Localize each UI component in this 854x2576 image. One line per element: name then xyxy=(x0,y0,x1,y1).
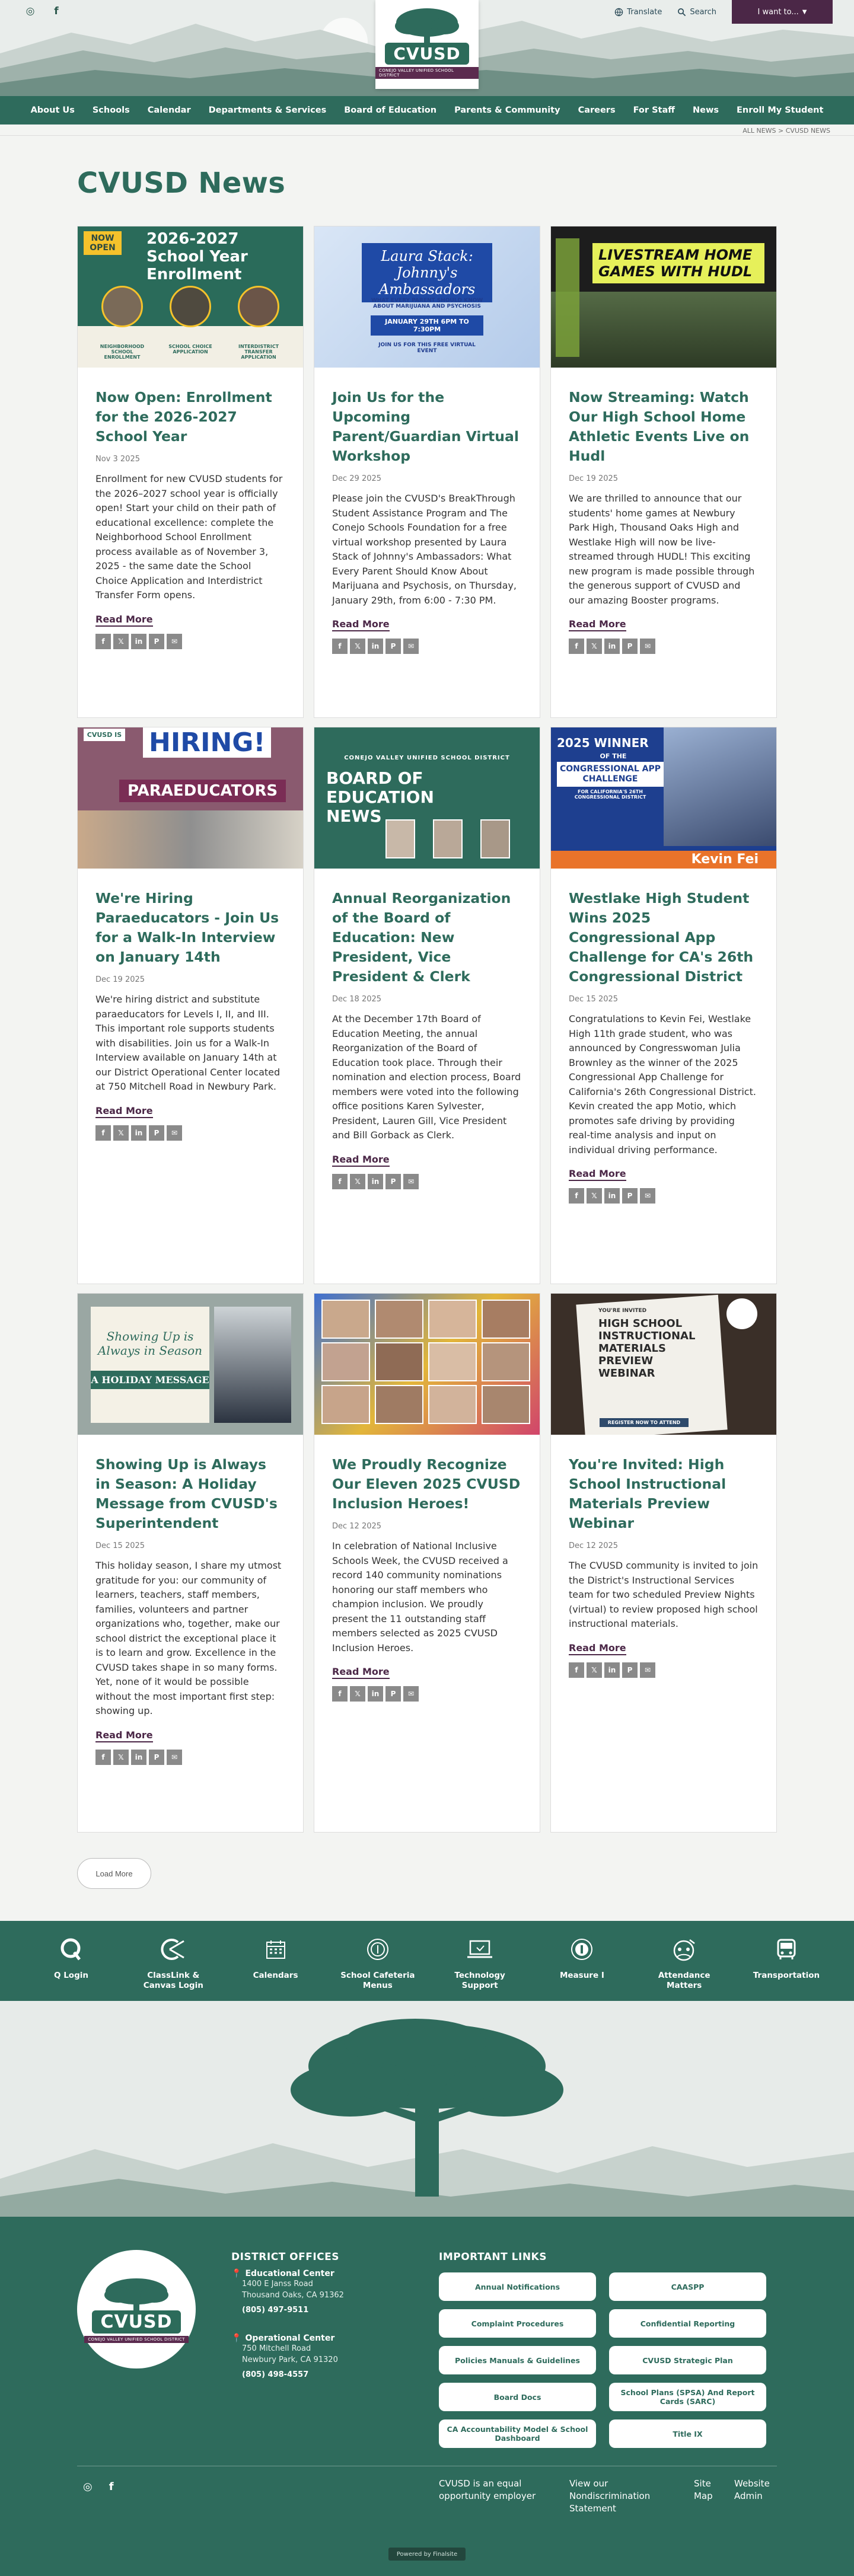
email-share-icon[interactable]: ✉ xyxy=(640,1188,655,1204)
thumb-subtitle: PARAEDUCATORS xyxy=(119,780,286,802)
news-card xyxy=(314,226,540,718)
office-address: 1400 E Janss Road xyxy=(242,2280,313,2288)
link-board-docs[interactable]: Board Docs xyxy=(439,2383,596,2411)
card-summary: At the December 17th Board of Education Meeting, the annual Reorganization of the Board of Education took place. Through their nomination and election process, Board members were voted into the following office positions Karen Sylvester, President, Lauren Gill, Vice President and Bill Gorback as Clerk. xyxy=(332,1013,521,1141)
hero-photo xyxy=(428,1342,477,1381)
site-map-link[interactable] xyxy=(694,2478,734,2515)
card-date: Dec 15 2025 xyxy=(95,1541,145,1550)
office-operational-center xyxy=(231,2334,409,2380)
district-offices xyxy=(231,2251,409,2380)
card-title[interactable]: Annual Reorganization of the Board of Education: New President, Vice President & Clerk xyxy=(332,890,511,985)
pinterest-share-icon[interactable]: P xyxy=(385,1686,401,1702)
facebook-share-icon[interactable]: f xyxy=(332,639,348,654)
share-bar xyxy=(95,1750,285,1765)
quick-link-measure-i[interactable] xyxy=(540,1921,623,2001)
pinterest-share-icon[interactable]: P xyxy=(622,639,638,654)
quick-link-label: ClassLink & Canvas Login xyxy=(143,1971,203,1990)
card-summary: We are thrilled to announce that our students' home games at Newbury Park High, Thousand Oaks High and Westlake High will now be live-streamed through HUDL! This exciting new program is made possible through the generous support of CVUSD and our amazing Booster programs. xyxy=(569,493,755,606)
read-more-link[interactable]: Read More xyxy=(95,1729,153,1742)
hero-photo xyxy=(321,1342,370,1381)
instagram-icon[interactable]: ◎ xyxy=(83,2481,93,2493)
linkedin-share-icon[interactable]: in xyxy=(604,639,620,654)
footer-logo[interactable] xyxy=(77,2250,196,2368)
card-summary: Please join the CVUSD's BreakThrough Student Assistance Program and The Conejo Schools Foundation for a free virtual workshop presented by Laura Stack of Johnny's Ambassadors: What Every Parent Should Know About Marijuana and Psychosis, on Thursday, January 29th, from 6:00 - 7:30 PM. xyxy=(332,493,517,606)
card-summary: In celebration of National Inclusive Schools Week, the CVUSD received a record 140 community nominations honoring our staff members who champion inclusion. We proudly present the 11 outstanding staff members selected as 2025 CVUSD Inclusion Heroes. xyxy=(332,1540,508,1654)
nav-parents[interactable]: Parents & Community xyxy=(454,106,560,115)
news-card xyxy=(314,1293,540,1833)
card-thumbnail[interactable] xyxy=(551,727,776,869)
email-share-icon[interactable]: ✉ xyxy=(167,1750,182,1765)
thumb-date: JANUARY 29TH 6PM TO 7:30PM xyxy=(371,315,483,336)
card-thumbnail[interactable] xyxy=(314,226,540,368)
thumb-photo xyxy=(170,286,211,327)
footer-landscape xyxy=(0,2001,854,2217)
nondiscrimination-link[interactable] xyxy=(569,2478,694,2515)
x-share-icon[interactable]: 𝕏 xyxy=(587,639,602,654)
card-body xyxy=(551,1435,776,1690)
card-title[interactable]: Showing Up is Always in Season: A Holiday Message from CVUSD's Superintendent xyxy=(95,1456,278,1531)
footer-logo-subtitle: CONEJO VALLEY UNIFIED SCHOOL DISTRICT xyxy=(84,2336,188,2343)
q-icon xyxy=(59,1935,83,1964)
news-card xyxy=(550,727,777,1284)
card-summary: The CVUSD community is invited to join the District's Instructional Services team for two scheduled Preview Nights (virtual) to review proposed high school instructional materials. xyxy=(569,1560,759,1629)
nav-careers[interactable]: Careers xyxy=(578,106,616,115)
link-ca-accountability[interactable]: CA Accountability Model & School Dashboard xyxy=(439,2419,596,2448)
facebook-share-icon[interactable]: f xyxy=(569,1188,584,1204)
nav-staff[interactable]: For Staff xyxy=(633,106,675,115)
office-phone[interactable]: (805) 497-9511 xyxy=(242,2306,309,2315)
facebook-share-icon[interactable]: f xyxy=(95,1750,111,1765)
search-label: Search xyxy=(690,7,716,17)
oak-tree-icon xyxy=(101,2276,172,2314)
quick-link-label: Technology Support xyxy=(454,1971,505,1990)
share-bar xyxy=(95,634,285,649)
quick-link-cafeteria[interactable] xyxy=(336,1921,419,2001)
equal-line: CVUSD is an equal xyxy=(439,2478,522,2489)
oak-tree-icon xyxy=(391,6,463,46)
hero-photo xyxy=(428,1385,477,1424)
offices-heading: DISTRICT OFFICES xyxy=(231,2251,340,2263)
website-admin-line: Website xyxy=(734,2478,770,2489)
card-thumbnail[interactable] xyxy=(78,1294,303,1435)
important-links-grid xyxy=(439,2272,771,2448)
link-strategic-plan[interactable]: CVUSD Strategic Plan xyxy=(609,2346,766,2374)
calendar-icon xyxy=(266,1935,286,1964)
pinterest-share-icon[interactable]: P xyxy=(149,1750,164,1765)
quick-link-calendars[interactable] xyxy=(234,1921,317,2001)
thumb-banner: A HOLIDAY MESSAGE xyxy=(91,1371,209,1389)
thumb-panel xyxy=(91,1307,209,1423)
equal-line: opportunity employer xyxy=(439,2491,536,2501)
read-more-link[interactable]: Read More xyxy=(569,618,626,631)
globe-icon xyxy=(614,8,623,17)
quick-link-label: Calendars xyxy=(253,1971,298,1980)
thumb-seal xyxy=(726,1298,757,1329)
card-body xyxy=(551,869,776,1215)
page-title: CVUSD News xyxy=(77,167,286,200)
card-date: Dec 12 2025 xyxy=(569,1541,619,1550)
nav-departments[interactable]: Departments & Services xyxy=(208,106,327,115)
read-more-link[interactable]: Read More xyxy=(332,1154,390,1167)
thumb-photo xyxy=(664,727,776,846)
quick-link-tech-support[interactable] xyxy=(438,1921,521,2001)
pinterest-share-icon[interactable]: P xyxy=(622,1188,638,1204)
email-share-icon[interactable]: ✉ xyxy=(167,634,182,649)
hero-photo-grid xyxy=(321,1300,533,1430)
link-confidential-reporting[interactable]: Confidential Reporting xyxy=(609,2309,766,2338)
card-thumbnail[interactable] xyxy=(314,727,540,869)
read-more-link[interactable]: Read More xyxy=(569,1642,626,1655)
site-logo[interactable] xyxy=(375,0,479,89)
nondisc-line: Nondiscrimination xyxy=(569,2491,651,2501)
quick-link-label: Attendance Matters xyxy=(658,1971,710,1990)
pinterest-share-icon[interactable]: P xyxy=(622,1662,638,1678)
link-title-ix[interactable]: Title IX xyxy=(609,2419,766,2448)
linkedin-share-icon[interactable]: in xyxy=(131,1125,146,1141)
thumb-name-bar: Kevin Fei xyxy=(551,851,776,869)
thumb-line: CONGRESSIONAL APP CHALLENGE xyxy=(557,762,664,787)
nav-board[interactable]: Board of Education xyxy=(344,106,437,115)
office-name: Operational Center xyxy=(245,2334,335,2343)
email-share-icon[interactable]: ✉ xyxy=(403,1174,419,1189)
card-title[interactable]: We Proudly Recognize Our Eleven 2025 CVUSD Inclusion Heroes! xyxy=(332,1456,521,1512)
news-card xyxy=(550,1293,777,1833)
footer-bottom-links xyxy=(439,2478,782,2515)
card-date: Nov 3 2025 xyxy=(95,455,140,464)
read-more-link[interactable]: Read More xyxy=(332,1666,390,1679)
card-thumbnail[interactable] xyxy=(78,226,303,368)
laptop-icon xyxy=(467,1935,493,1964)
thumb-photo xyxy=(385,819,415,858)
links-heading: IMPORTANT LINKS xyxy=(439,2251,547,2263)
thumb-caption: INTERDISTRICT TRANSFER APPLICATION xyxy=(238,344,279,360)
nondisc-line: Statement xyxy=(569,2503,616,2514)
x-share-icon[interactable]: 𝕏 xyxy=(587,1662,602,1678)
footer-social xyxy=(83,2481,114,2493)
facebook-share-icon[interactable]: f xyxy=(95,634,111,649)
thumb-line: REGISTER NOW TO ATTEND xyxy=(600,1418,689,1427)
news-card xyxy=(550,226,777,718)
quick-link-label: Transportation xyxy=(753,1971,820,1980)
card-date: Dec 19 2025 xyxy=(95,975,145,984)
card-date: Dec 12 2025 xyxy=(332,1522,382,1531)
card-thumbnail[interactable] xyxy=(551,226,776,368)
translate-label: Translate xyxy=(627,7,662,17)
site-map-line: Map xyxy=(694,2491,713,2501)
header-social xyxy=(24,5,63,17)
pinterest-share-icon[interactable]: P xyxy=(149,1125,164,1141)
facebook-share-icon[interactable]: f xyxy=(95,1125,111,1141)
card-date: Dec 18 2025 xyxy=(332,995,382,1004)
chevron-down-icon: ▼ xyxy=(802,8,807,15)
nav-schools[interactable]: Schools xyxy=(92,106,130,115)
location-pin-icon: 📍 xyxy=(231,2269,242,2278)
thumb-strip xyxy=(556,238,579,357)
bus-icon xyxy=(775,1935,798,1964)
read-more-link[interactable]: Read More xyxy=(569,1168,626,1181)
thumb-title: 2026-2027 School Year Enrollment xyxy=(146,230,248,283)
email-share-icon[interactable]: ✉ xyxy=(167,1125,182,1141)
link-policies-manuals[interactable]: Policies Manuals & Guidelines xyxy=(439,2346,596,2374)
nav-enroll[interactable]: Enroll My Student xyxy=(736,106,824,115)
facebook-share-icon[interactable]: f xyxy=(332,1174,348,1189)
thumb-badge: NOW OPEN xyxy=(84,231,122,255)
facebook-icon[interactable]: f xyxy=(109,2481,114,2493)
news-main xyxy=(0,136,854,1911)
translate-button[interactable] xyxy=(614,8,662,17)
pinterest-share-icon[interactable]: P xyxy=(149,634,164,649)
thumb-line: HIGH SCHOOL INSTRUCTIONAL MATERIALS PREVIEW WEBINAR xyxy=(598,1317,696,1380)
news-card xyxy=(314,727,540,1284)
attendance-icon xyxy=(672,1935,697,1964)
quick-link-label: Measure I xyxy=(559,1971,604,1980)
quick-link-transportation[interactable] xyxy=(745,1921,828,2001)
x-share-icon[interactable]: 𝕏 xyxy=(350,639,365,654)
share-bar xyxy=(569,1188,759,1204)
card-summary: Enrollment for new CVUSD students for the 2026–2027 school year is officially open! Start your child on their path of educational excellence: complete the Neighborhood School Enrollment process available as of November 3, 2025 - the same date the School Choice Application and Interdistrict Transfer Form opens. xyxy=(95,473,283,601)
powered-by-badge[interactable]: Powered by Finalsite xyxy=(388,2548,466,2561)
pinterest-share-icon[interactable]: P xyxy=(385,1174,401,1189)
news-card xyxy=(77,1293,304,1833)
thumb-line: 2025 WINNER xyxy=(557,736,649,750)
thumb-caption: SCHOOL CHOICE APPLICATION xyxy=(168,344,212,355)
hero-photo xyxy=(375,1342,423,1381)
card-title[interactable]: You're Invited: High School Instructional Materials Preview Webinar xyxy=(569,1456,726,1531)
facebook-share-icon[interactable]: f xyxy=(569,639,584,654)
linkedin-share-icon[interactable]: in xyxy=(604,1188,620,1204)
main-nav xyxy=(0,96,854,125)
nav-calendar[interactable]: Calendar xyxy=(147,106,191,115)
link-caaspp[interactable]: CAASPP xyxy=(609,2272,766,2301)
logo-subtitle: CONEJO VALLEY UNIFIED SCHOOL DISTRICT xyxy=(375,67,479,79)
thumb-photo xyxy=(551,292,776,368)
logo-wordmark: CVUSD xyxy=(385,43,469,65)
read-more-link[interactable]: Read More xyxy=(95,1105,153,1118)
read-more-link[interactable]: Read More xyxy=(332,618,390,631)
site-map-line: Site xyxy=(694,2478,711,2489)
facebook-share-icon[interactable]: f xyxy=(569,1662,584,1678)
card-body xyxy=(78,869,303,1153)
search-button[interactable] xyxy=(677,8,716,17)
load-more-button[interactable]: Load More xyxy=(77,1858,151,1889)
hero-photo xyxy=(375,1385,423,1424)
instagram-icon[interactable]: ◎ xyxy=(26,5,35,17)
hero-photo xyxy=(321,1385,370,1424)
thumb-logo: CVUSD IS xyxy=(84,729,125,741)
thumb-subtitle: WHAT EVERY PARENT SHOULD KNOW ABOUT MARIJUANA AND PSYCHOSIS xyxy=(371,298,483,309)
thumb-top-text: CONEJO VALLEY UNIFIED SCHOOL DISTRICT xyxy=(344,755,510,761)
quick-links-bar xyxy=(0,1921,854,2001)
equal-opportunity-text xyxy=(439,2478,569,2515)
linkedin-share-icon[interactable]: in xyxy=(368,1686,383,1702)
x-share-icon[interactable]: 𝕏 xyxy=(113,1125,129,1141)
office-address: 750 Mitchell Road xyxy=(242,2344,311,2353)
linkedin-share-icon[interactable]: in xyxy=(131,1750,146,1765)
link-school-plans[interactable]: School Plans (SPSA) And Report Cards (SARC) xyxy=(609,2383,766,2411)
thumb-line: OF THE xyxy=(600,752,627,760)
linkedin-share-icon[interactable]: in xyxy=(131,634,146,649)
card-date: Dec 29 2025 xyxy=(332,474,382,483)
share-bar xyxy=(332,639,522,654)
card-body xyxy=(314,368,540,666)
hero-photo xyxy=(482,1300,530,1339)
card-summary: Congratulations to Kevin Fei, Westlake High 11th grade student, who was announced by Congresswoman Julia Brownley as the winner of the 2025 Congressional App Challenge for California's 26th Congressional District. Kevin created the app Motio, which promotes safe driving by providing real-time analysis and input on individual driving performance. xyxy=(569,1013,756,1155)
measure-icon xyxy=(570,1935,594,1964)
card-thumbnail[interactable] xyxy=(314,1294,540,1435)
card-summary: We're hiring district and substitute paraeducators for Levels I, II, and III. This important role supports students with disabilities. Join us for a Walk-In Interview available on January 14th at our District Operational Center located at 750 Mitchell Road in Newbury Park. xyxy=(95,994,281,1092)
office-name: Educational Center xyxy=(245,2269,334,2278)
i-want-to-label: I want to... xyxy=(757,7,799,17)
thumb-caption: NEIGHBORHOOD SCHOOL ENROLLMENT xyxy=(100,344,145,360)
card-title[interactable]: We're Hiring Paraeducators - Join Us for a Walk-In Interview on January 14th xyxy=(95,890,279,965)
thumb-line: FOR CALIFORNIA'S 26TH CONGRESSIONAL DISTRICT xyxy=(574,789,646,800)
website-admin-link[interactable] xyxy=(734,2478,782,2515)
card-title[interactable]: Now Streaming: Watch Our High School Home Athletic Events Live on Hudl xyxy=(569,389,750,464)
share-bar xyxy=(332,1686,522,1702)
card-body xyxy=(551,368,776,666)
card-body xyxy=(78,1435,303,1777)
oak-tree-landscape xyxy=(0,2001,854,2217)
email-share-icon[interactable]: ✉ xyxy=(640,1662,655,1678)
pinterest-share-icon[interactable]: P xyxy=(385,639,401,654)
news-card xyxy=(77,226,304,718)
breadcrumb[interactable]: ALL NEWS > CVUSD NEWS xyxy=(743,127,830,135)
email-share-icon[interactable]: ✉ xyxy=(640,639,655,654)
hero-photo xyxy=(482,1342,530,1381)
card-title[interactable]: Now Open: Enrollment for the 2026-2027 School Year xyxy=(95,389,272,445)
thumb-photo xyxy=(433,819,463,858)
i-want-to-button[interactable] xyxy=(732,0,833,24)
cafeteria-icon xyxy=(366,1935,390,1964)
news-card xyxy=(77,727,304,1284)
thumb-photo xyxy=(214,1307,291,1423)
link-complaint-procedures[interactable]: Complaint Procedures xyxy=(439,2309,596,2338)
card-body xyxy=(314,869,540,1201)
email-share-icon[interactable]: ✉ xyxy=(403,639,419,654)
thumb-photo xyxy=(78,810,303,869)
x-share-icon[interactable]: 𝕏 xyxy=(350,1174,365,1189)
read-more-link[interactable]: Read More xyxy=(95,614,153,627)
x-share-icon[interactable]: 𝕏 xyxy=(587,1188,602,1204)
hero-photo xyxy=(482,1385,530,1424)
nav-news[interactable]: News xyxy=(692,106,719,115)
share-bar xyxy=(569,1662,759,1678)
email-share-icon[interactable]: ✉ xyxy=(403,1686,419,1702)
quick-link-label: Q Login xyxy=(54,1971,88,1980)
facebook-icon[interactable]: f xyxy=(54,5,59,17)
thumb-photo xyxy=(480,819,510,858)
nav-about-us[interactable]: About Us xyxy=(30,106,75,115)
share-bar xyxy=(95,1125,285,1141)
thumb-photo xyxy=(101,286,143,327)
thumb-title: LIVESTREAM HOME GAMES WITH HUDL xyxy=(592,243,764,283)
card-date: Dec 15 2025 xyxy=(569,995,619,1004)
share-bar xyxy=(332,1174,522,1189)
nondisc-line: View our xyxy=(569,2478,608,2489)
quick-link-classlink[interactable] xyxy=(132,1921,215,2001)
facebook-share-icon[interactable]: f xyxy=(332,1686,348,1702)
card-summary: This holiday season, I share my utmost gratitude for you: our community of learners, teachers, staff members, families, volunteers and partner organizations who, together, make our school district the exceptional place it is to learn and grow. Excellence in the CVUSD takes shape in so many forms. Yet, none of it would be possible without the most important first step: showing up. xyxy=(95,1560,282,1716)
footer-logo-wordmark: CVUSD xyxy=(92,2310,180,2334)
linkedin-share-icon[interactable]: in xyxy=(368,639,383,654)
card-body xyxy=(314,1435,540,1713)
hero-photo xyxy=(321,1300,370,1339)
card-body xyxy=(78,368,303,661)
card-thumbnail[interactable] xyxy=(78,727,303,869)
quick-link-attendance[interactable] xyxy=(643,1921,726,2001)
share-bar xyxy=(569,639,759,654)
x-share-icon[interactable]: 𝕏 xyxy=(113,634,129,649)
hero-photo xyxy=(428,1300,477,1339)
linkedin-share-icon[interactable]: in xyxy=(604,1662,620,1678)
thumb-title: Laura Stack: Johnny's Ambassadors xyxy=(362,243,492,302)
important-links xyxy=(439,2251,771,2448)
card-date: Dec 19 2025 xyxy=(569,474,619,483)
office-educational-center xyxy=(231,2269,409,2316)
thumb-photo xyxy=(238,286,279,327)
card-title[interactable]: Westlake High Student Wins 2025 Congressional App Challenge for CA's 26th Congressional District xyxy=(569,890,754,985)
x-share-icon[interactable]: 𝕏 xyxy=(113,1750,129,1765)
hero-photo xyxy=(375,1300,423,1339)
thumb-line: YOU'RE INVITED xyxy=(598,1308,647,1314)
link-annual-notifications[interactable]: Annual Notifications xyxy=(439,2272,596,2301)
site-header xyxy=(0,0,854,125)
quick-link-label: School Cafeteria Menus xyxy=(340,1971,415,1990)
quick-link-q-login[interactable] xyxy=(30,1921,113,2001)
x-share-icon[interactable]: 𝕏 xyxy=(350,1686,365,1702)
top-tools xyxy=(614,0,833,24)
location-pin-icon: 📍 xyxy=(231,2334,242,2343)
office-address: Thousand Oaks, CA 91362 xyxy=(242,2291,344,2300)
office-address: Newbury Park, CA 91320 xyxy=(242,2355,338,2364)
site-footer xyxy=(0,2217,854,2576)
thumb-title: BOARD OF EDUCATION NEWS xyxy=(326,768,434,826)
office-phone[interactable]: (805) 498-4557 xyxy=(242,2370,309,2379)
thumb-title: HIRING! xyxy=(143,727,271,758)
classlink-icon xyxy=(160,1935,186,1964)
card-title[interactable]: Join Us for the Upcoming Parent/Guardian Virtual Workshop xyxy=(332,389,519,464)
search-icon xyxy=(677,8,686,17)
linkedin-share-icon[interactable]: in xyxy=(368,1174,383,1189)
thumb-join: JOIN US FOR THIS FREE VIRTUAL EVENT xyxy=(378,342,476,354)
thumb-script: Showing Up is Always in Season xyxy=(97,1329,203,1358)
card-thumbnail[interactable] xyxy=(551,1294,776,1435)
website-admin-line: Admin xyxy=(734,2491,763,2501)
